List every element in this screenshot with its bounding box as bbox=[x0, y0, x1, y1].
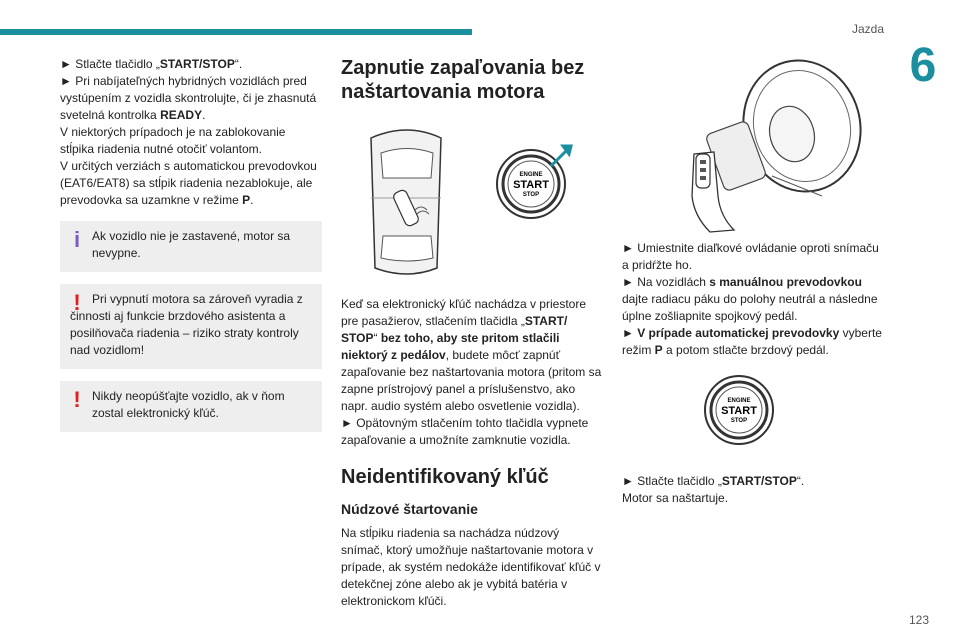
engine-starts-text: Motor sa naštartuje. bbox=[622, 491, 729, 505]
column-left bbox=[60, 56, 322, 432]
warning-note-assist bbox=[60, 284, 322, 369]
paragraph-ignition-off: ► Opätovným stlačením tohto tlačidla vypnete zapaľovanie a umožníte zamknutie vozidla. bbox=[341, 416, 589, 447]
illustration-car-key bbox=[341, 118, 603, 284]
header-accent-bar bbox=[0, 29, 472, 35]
steering-wheel-drawing bbox=[622, 56, 884, 234]
button-label-stop: STOP bbox=[522, 192, 540, 198]
info-note-text: Ak vozidlo nie je zastavené, motor sa nevypne. bbox=[92, 229, 291, 260]
instruction-hybrid-ready: ► Pri nabíjateľných hybridných vozidlách pred vystúpením z vozidla skontrolujte, či je zhasnutá svetelná kontrolka READY. bbox=[60, 74, 317, 122]
button-label-engine: ENGINE bbox=[727, 398, 751, 404]
warning-icon: ! bbox=[73, 290, 81, 315]
instruction-press-start-stop-again: ► Stlačte tlačidlo „START/STOP“. bbox=[622, 474, 805, 488]
button-label-stop: STOP bbox=[730, 418, 748, 424]
subheading-emergency-start: Núdzové štartovanie bbox=[341, 501, 478, 517]
car-with-key-drawing bbox=[341, 118, 603, 284]
page-number: 123 bbox=[908, 613, 929, 627]
instruction-automatic-gearbox: ► V prípade automatickej prevodovky vyberte režim P a potom stlačte brzdový pedál. bbox=[622, 326, 882, 357]
warning-icon: ! bbox=[73, 387, 81, 412]
warning-note-assist-text: Pri vypnutí motora sa zároveň vyradia z činnosti aj funkcie brzdového asistenta a posilňovača riadenia – riziko straty kontroly nad vozidlom! bbox=[70, 292, 303, 357]
instruction-place-remote: ► Umiestnite diaľkové ovládanie oproti snímaču a pridŕžte ho. bbox=[622, 241, 879, 272]
heading-unidentified-key: Neidentifikovaný kľúč bbox=[341, 466, 549, 488]
paragraph-steering-lock: V niektorých prípadoch je na zablokovanie stĺpika riadenia nutné otočiť volantom. bbox=[60, 125, 286, 156]
info-icon: i bbox=[73, 227, 81, 252]
chapter-number: 6 bbox=[909, 39, 937, 92]
button-label-start: START bbox=[721, 405, 757, 417]
button-label-engine: ENGINE bbox=[519, 172, 543, 178]
button-label-start: START bbox=[513, 179, 549, 191]
illustration-steering-column bbox=[622, 56, 884, 234]
start-stop-button-drawing bbox=[622, 373, 884, 451]
section-title: Jazda bbox=[851, 22, 884, 36]
heading-ignition-without-start: Zapnutie zapaľovania bez naštartovania motora bbox=[341, 57, 585, 103]
instruction-manual-gearbox: ► Na vozidlách s manuálnou prevodovkou dajte radiacu páku do polohy neutrál a následne úplne zošliapnite spojkový pedál. bbox=[622, 275, 878, 323]
paragraph-emergency-sensor: Na stĺpiku riadenia sa nachádza núdzový snímač, ktorý umožňuje naštartovanie motora v prípade, ak systém nedokáže identifikovať kľúč v detekčnej zóne alebo ak je vybitá batéria v elektronickom kľúči. bbox=[341, 526, 601, 608]
info-note bbox=[60, 221, 322, 272]
warning-note-key bbox=[60, 381, 322, 432]
column-right bbox=[622, 56, 884, 507]
paragraph-ignition-on: Keď sa elektronický kľúč nachádza v priestore pre pasažierov, stlačením tlačidla „START/ STOP“ bez toho, aby ste pritom stlačili niektorý z pedálov, budete môcť zapnúť zapaľovanie bez naštartovania motora (pritom sa zapne prístrojový panel a príslušenstvo, ako napr. audio systém alebo osvetlenie vozidla). bbox=[341, 297, 602, 413]
paragraph-automatic-gearbox: V určitých verziách s automatickou prevodovkou (EAT6/EAT8) sa stĺpik riadenia nezablokuje, ale prevodovka sa uzamkne v režime P. bbox=[60, 159, 317, 207]
warning-note-key-text: Nikdy neopúšťajte vozidlo, ak v ňom zostal elektronický kľúč. bbox=[92, 389, 285, 420]
column-middle bbox=[341, 56, 603, 610]
illustration-start-button bbox=[622, 373, 884, 451]
instruction-press-start-stop: ► Stlačte tlačidlo „START/STOP“. bbox=[60, 57, 243, 71]
